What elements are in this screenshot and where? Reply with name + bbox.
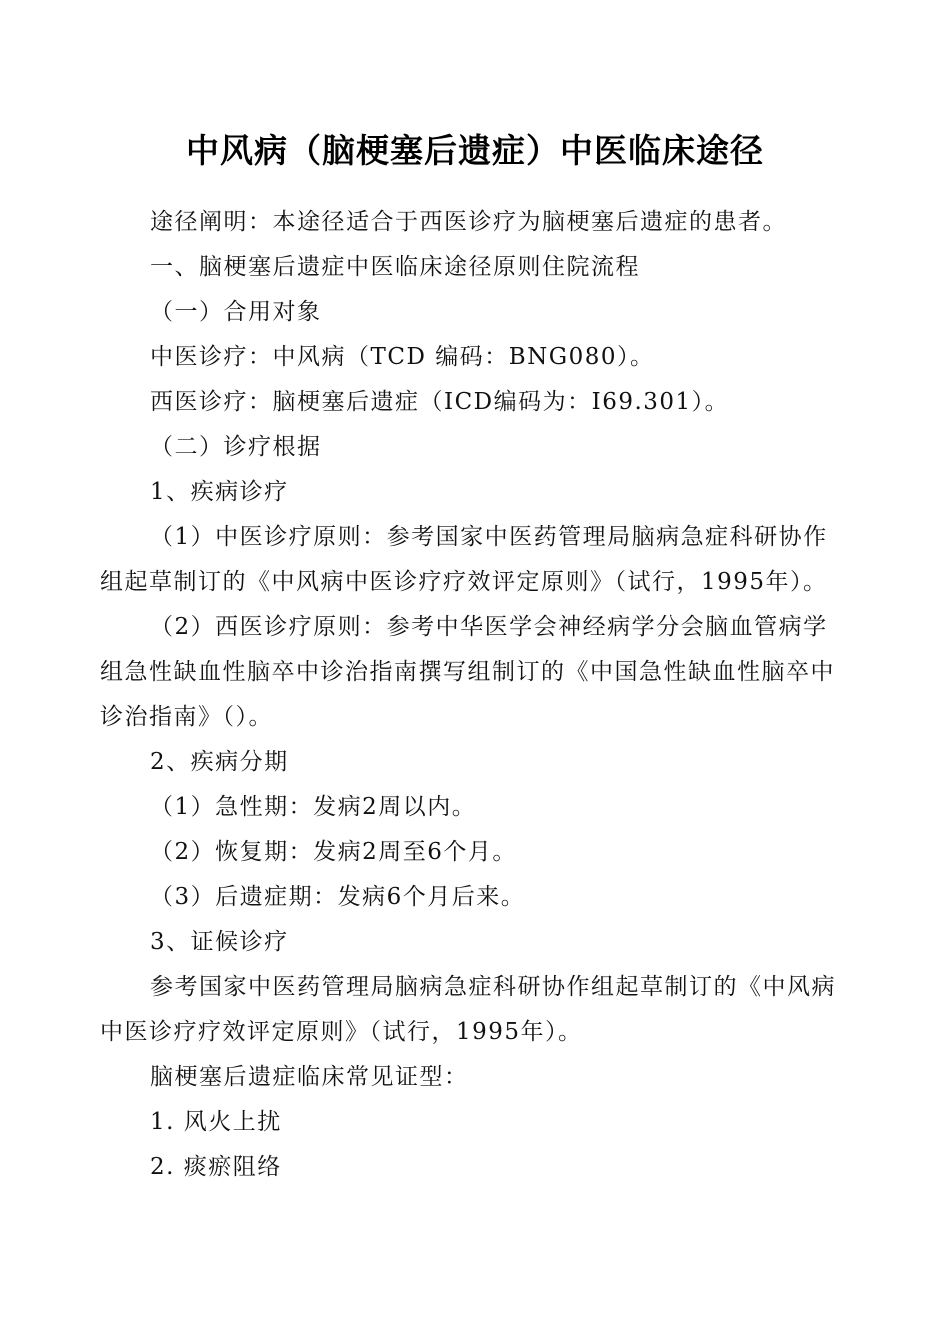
list-item-sequela-stage: （3）后遗症期：发病6个月后来。 bbox=[150, 884, 526, 910]
subsection-heading-basis: （二）诊疗根据 bbox=[150, 434, 322, 460]
subsection-heading-applicable: （一）合用对象 bbox=[150, 299, 322, 325]
section-heading-1: 一、脑梗塞后遗症中医临床途径原则住院流程 bbox=[150, 254, 640, 280]
list-item-syndrome-1: 1. 风火上扰 bbox=[150, 1109, 282, 1135]
document-body bbox=[100, 200, 850, 1190]
item-heading-syndrome-diagnosis: 3、证候诊疗 bbox=[150, 929, 289, 955]
list-item-syndrome-2: 2. 痰瘀阻络 bbox=[150, 1154, 282, 1180]
list-item-acute-stage: （1）急性期：发病2周以内。 bbox=[150, 794, 477, 820]
list-item-recovery-stage: （2）恢复期：发病2周至6个月。 bbox=[150, 839, 517, 865]
paragraph-tcm-diagnosis: 中医诊疗：中风病（TCD 编码：BNG080）。 bbox=[150, 344, 655, 370]
paragraph-western-diagnosis: 西医诊疗：脑梗塞后遗症（ICD编码为：I69.301）。 bbox=[150, 389, 730, 415]
paragraph-syndrome-reference: 参考国家中医药管理局脑病急症科研协作组起草制订的《中风病中医诊疗疗效评定原则》（试行，1995年）。 bbox=[100, 974, 836, 1045]
item-heading-disease-diagnosis: 1、疾病诊疗 bbox=[150, 479, 289, 505]
paragraph-western-standard: （2）西医诊疗原则：参考中华医学会神经病学分会脑血管病学组急性缺血性脑卒中诊治指南撰写组制订的《中国急性缺血性脑卒中诊治指南》（）。 bbox=[100, 614, 835, 730]
paragraph-common-syndromes: 脑梗塞后遗症临床常见证型： bbox=[150, 1064, 469, 1090]
paragraph-scope-statement: 途径阐明：本途径适合于西医诊疗为脑梗塞后遗症的患者。 bbox=[150, 209, 787, 235]
paragraph-tcm-standard: （1）中医诊疗原则：参考国家中医药管理局脑病急症科研协作组起草制订的《中风病中医诊疗疗效评定原则》（试行，1995年）。 bbox=[100, 524, 828, 595]
item-heading-disease-stage: 2、疾病分期 bbox=[150, 749, 289, 775]
document-title: 中风病（脑梗塞后遗症）中医临床途径 bbox=[186, 131, 764, 170]
